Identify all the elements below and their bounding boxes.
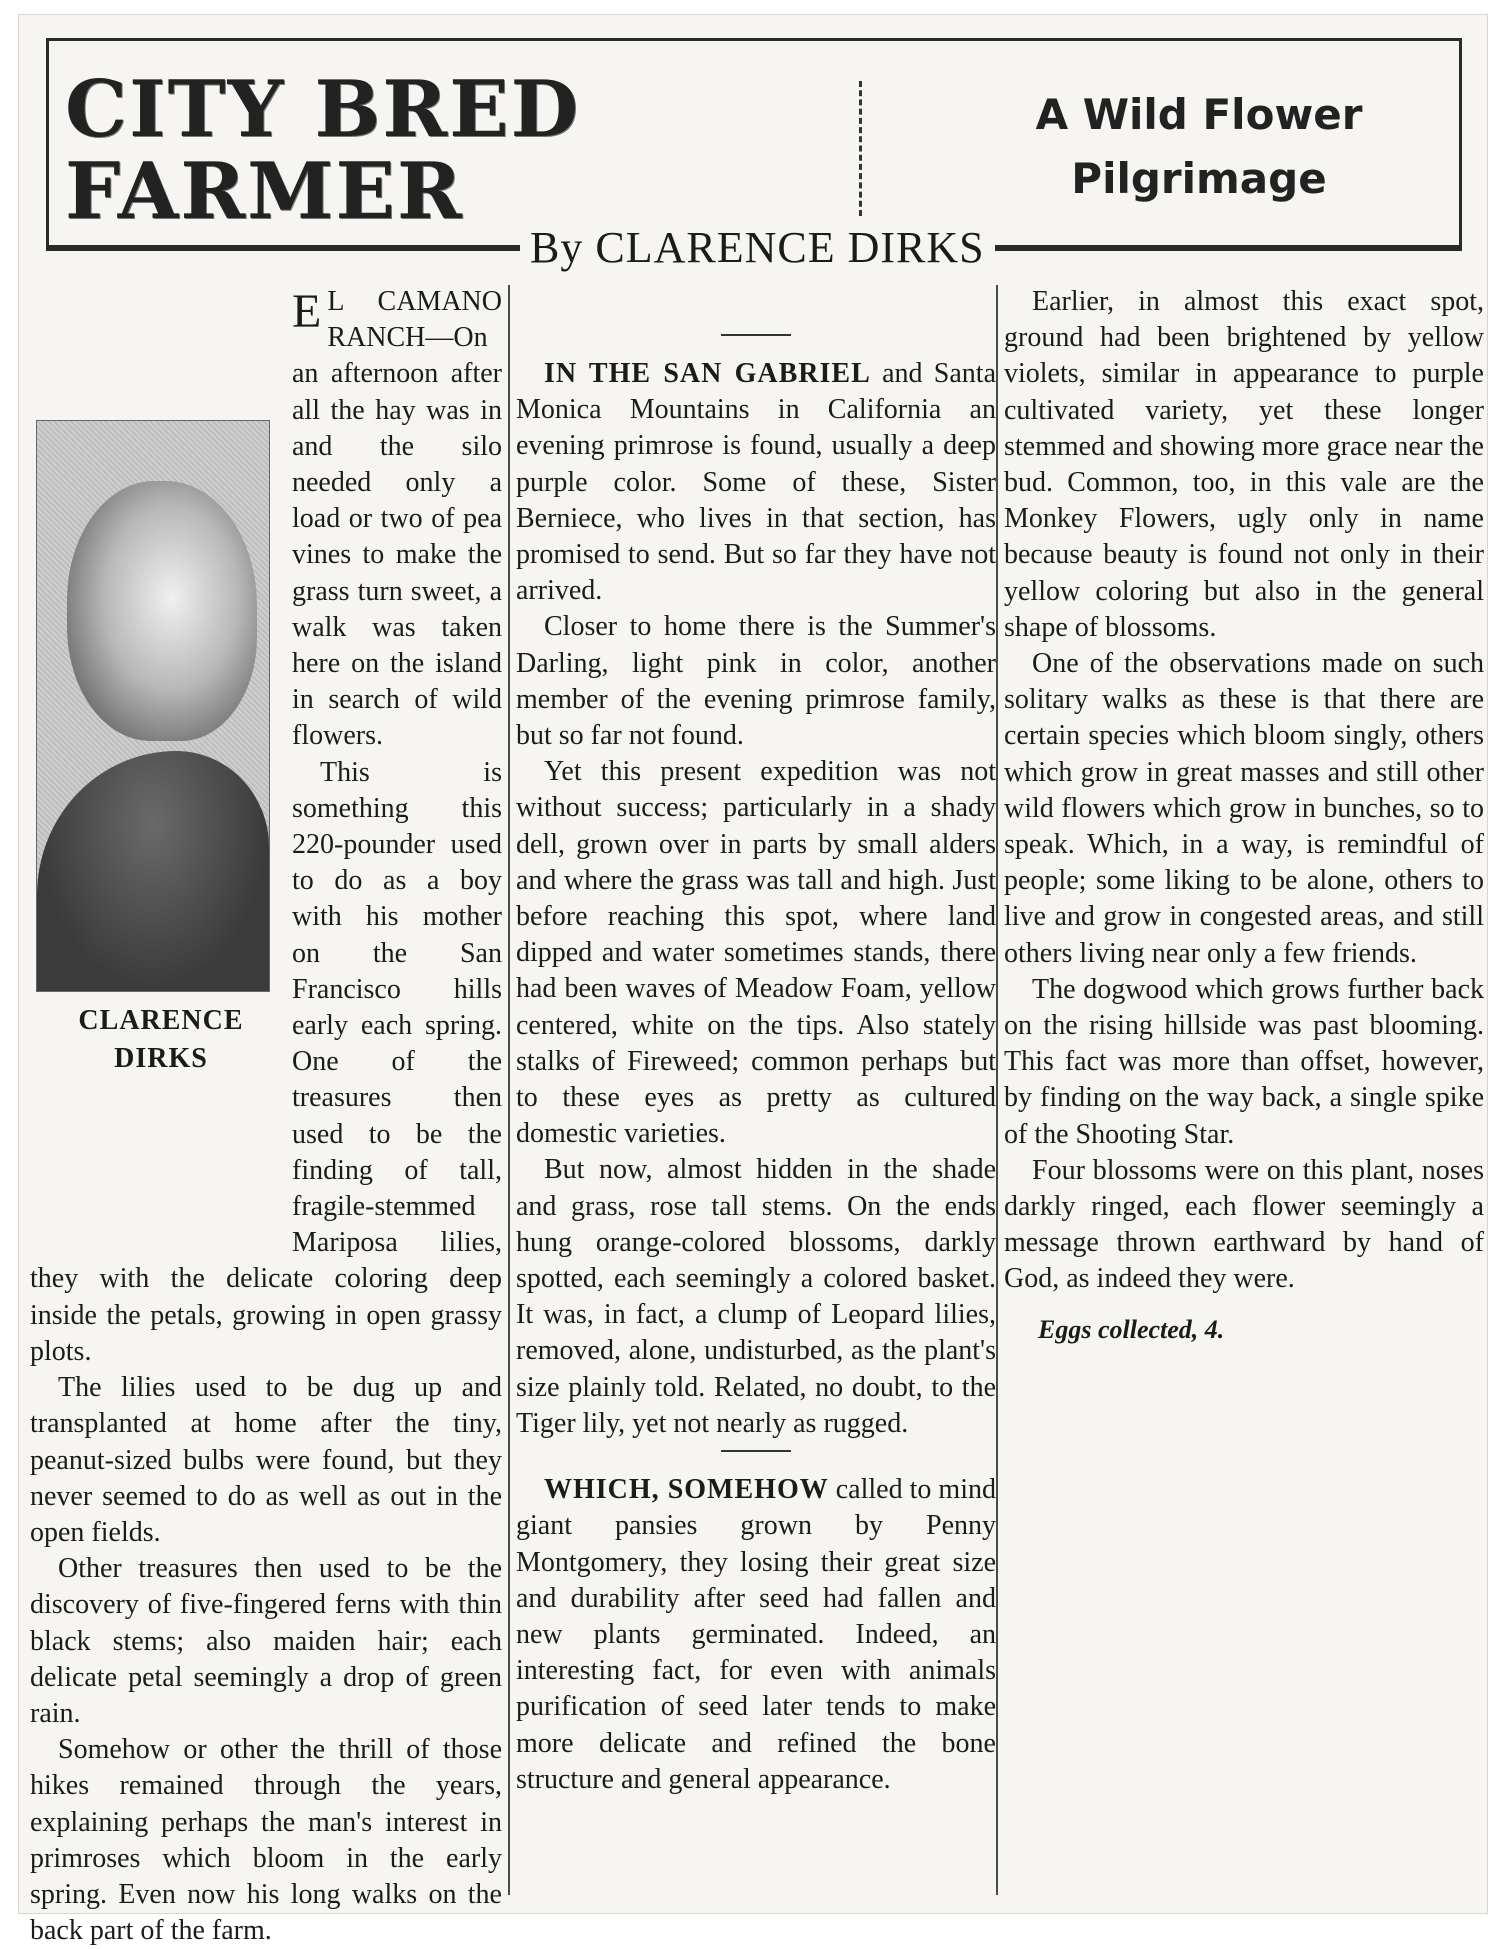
caption-line1: CLARENCE [78,1005,244,1036]
article-column-3 [1004,284,1484,1348]
section-2-paragraph-3: One of the observations made on such solitary walks as these is that there are certain species which bloom singly, others which grow in great masses and still other wild flowers which grow in bunches, so to speak. Which, in a way, is remindful of people; some liking to be alone, others to live and grow in congested areas, and still others living near only a few friends. [1004,648,1484,969]
byline-rule-right [980,248,1462,251]
eggs-collected-note: Eggs collected, 4. [1038,1314,1225,1344]
section-1-lead: IN THE SAN GABRIEL [544,358,871,389]
section-2-paragraph-1 [516,1472,996,1798]
photo-spacer [30,424,292,1234]
paragraph-2-text: This is something this 220-pounder used to do as a boy with his mother on the San Francisco hills early each spring. One of the treasures then used to be the finding of tall, fragile-stemmed Mariposa lilies, they with the delicate coloring deep inside the petals, growing in open grassy plots. [30,756,502,1367]
column-rule-2 [996,285,998,1895]
section-1-paragraph-1 [516,356,996,609]
column-rule-1 [508,285,510,1895]
column-title-line1: CITY BRED [65,64,581,155]
paragraph-4-text: Other treasures then used to be the discovery of five-fingered ferns with thin black stems; also maiden hair; each delicate petal seemingly a drop of green rain. [30,1553,502,1729]
byline-rule-left [46,248,526,251]
section-2-paragraph-4: The dogwood which grows further back on the rising hillside was past blooming. This fact was more than offset, however, by finding on the way back, a single spike of the Shooting Star. [1004,973,1484,1150]
byline: By CLARENCE DIRKS [520,218,995,278]
section-rule-2 [721,1450,791,1452]
section-2-lead: WHICH, SOMEHOW [544,1474,829,1506]
section-1-paragraph-4: But now, almost hidden in the shade and grass, rose tall stems. On the ends hung orange-colored blossoms, darkly spotted, each seemingly a colored basket. It was, in fact, a clump of Leopard lilies, removed, alone, undisturbed, as the plant's size plainly told. Related, no doubt, to the Tiger lily, yet not nearly as rugged. [516,1154,996,1439]
section-rule-1 [721,334,791,336]
section-2-paragraph-2: Earlier, in almost this exact spot, ground had been brightened by yellow violets, similar in appearance to purple cultivated variety, yet these longer stemmed and showing more grace near the bud. Common, too, in this vale are the Monkey Flowers, ugly only in name because beauty is found not only in their yellow coloring but also in the general shape of blossoms. [1004,286,1484,643]
column-1-body [30,284,502,1949]
paragraph-5-text: Somehow or other the thrill of those hikes remained through the years, explaining perhaps the man's interest in primroses which bloom in the early spring. Even now his long walks on the back part of the farm. [30,1734,502,1947]
section-1-paragraph-2: Closer to home there is the Summer's Darling, light pink in color, another member of the evening primrose family, but so far not found. [516,611,996,752]
section-2-paragraph-5: Four blossoms were on this plant, noses darkly ringed, each flower seemingly a message thrown earthward by hand of God, as indeed they were. [1004,1154,1484,1295]
paragraph-3-text: The lilies used to be dug up and transplanted at home after the tiny, peanut-sized bulbs were found, but they never seemed to do as well as out in the open fields. [30,1372,502,1548]
section-2-text: called to mind giant pansies grown by Penny Montgomery, they losing their great size and durability after seed had fallen and new plants germinated. Indeed, an interesting fact, for even with animals purification of seed later tends to make more delicate and refined the bone structure and general appearance. [516,1474,996,1795]
headline-line1: A Wild Flower [1035,90,1363,139]
section-1-text: and Santa Monica Mountains in California an evening primrose is found, usually a deep purple color. Some of these, Sister Berniece, who lives in that section, has promised to send. But so far they have not arrived. [516,358,996,607]
paragraph-1-text: L CAMANO RANCH—On an afternoon after all the hay was in and the silo needed only a load or two of pea vines to make the grass turn sweet, a walk was taken here on the island in search of wild flowers. [292,286,502,752]
article-column-2 [516,326,996,1798]
section-1-paragraph-3: Yet this present expedition was not without success; particularly in a shady dell, grown over in parts by small alders and where the grass was tall and high. Just before reaching this spot, where land dipped and water sometimes stands, there had been waves of Meadow Foam, yellow centered, white on the tips. Also stately stalks of Fireweed; common perhaps but to these eyes as pretty as cultured domestic varieties. [516,756,996,1150]
caption-line2: DIRKS [114,1043,208,1074]
masthead-divider [859,81,862,216]
drop-cap-letter: E [292,285,322,338]
article-headline [1009,83,1389,211]
masthead-box [46,38,1462,248]
column-title [65,64,581,237]
headline-line2: Pilgrimage [1071,154,1327,203]
column-title-line2: FARMER [65,146,464,237]
